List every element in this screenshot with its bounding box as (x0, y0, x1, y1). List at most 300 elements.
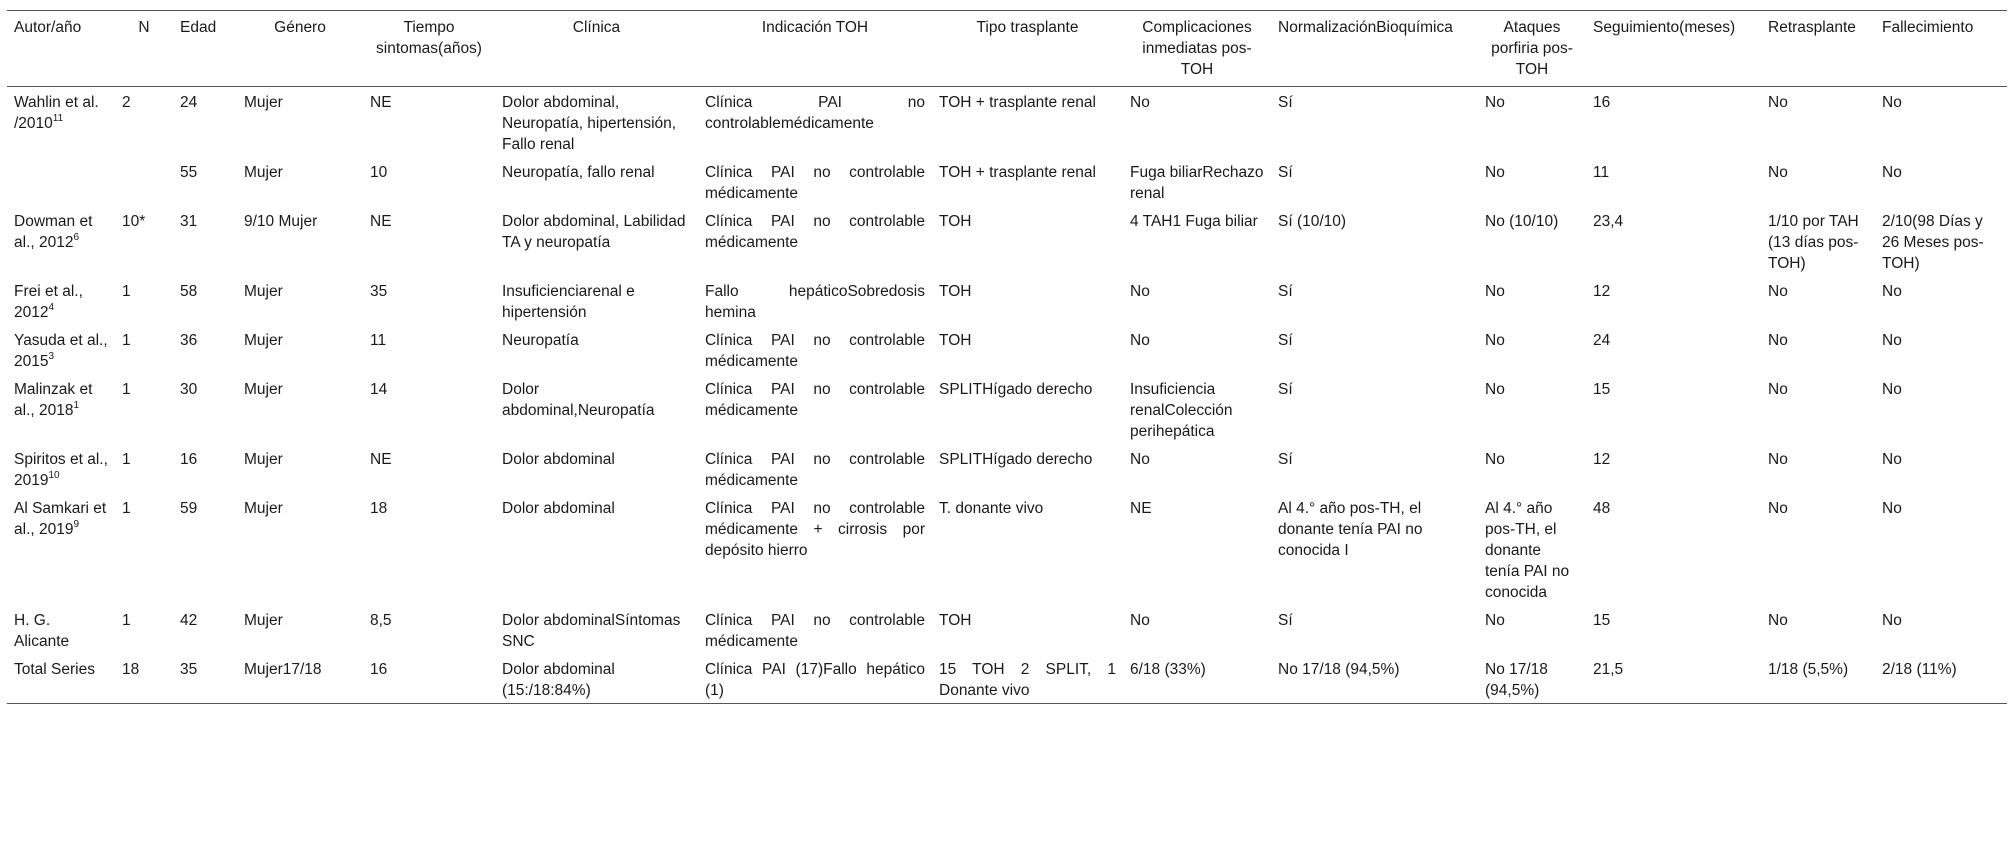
cell-indicacion (698, 605, 932, 654)
header-fallecimiento: Fallecimiento (1882, 19, 1974, 36)
table-row (7, 374, 2007, 444)
table-row (7, 157, 2007, 206)
cell-text-seguimiento: 15 (1593, 381, 1611, 398)
cell-text-indicacion: Clínica PAI no controlablemédicamente (705, 94, 925, 132)
cell-tipo (932, 325, 1123, 374)
cell-normalizacion (1271, 654, 1478, 704)
cell-normalizacion (1271, 276, 1478, 325)
reference-superscript: 10 (48, 469, 60, 481)
cell-n (115, 87, 173, 158)
reference-superscript: 6 (73, 231, 80, 243)
cell-retrasplante (1761, 276, 1875, 325)
header-genero: Género (274, 19, 326, 36)
cell-tiempo (363, 325, 495, 374)
cell-text-fallecimiento: No (1882, 164, 1902, 181)
header-n: N (138, 19, 150, 36)
cell-text-fallecimiento: No (1882, 451, 1902, 468)
cell-text-n: 1 (122, 500, 131, 517)
cell-text-edad: 36 (180, 332, 198, 349)
cell-text-edad: 24 (180, 94, 198, 111)
cell-text-complicaciones: No (1130, 332, 1150, 349)
cell-tipo (932, 157, 1123, 206)
cell-retrasplante (1761, 325, 1875, 374)
cell-text-n: 10* (122, 213, 146, 230)
cell-tipo (932, 444, 1123, 493)
cell-text-seguimiento: 12 (1593, 451, 1611, 468)
cell-indicacion (698, 87, 932, 158)
cell-text-edad: 59 (180, 500, 198, 517)
cell-text-retrasplante: No (1768, 381, 1788, 398)
cell-fallecimiento (1875, 87, 2007, 158)
cell-text-autor: Spiritos et al., 2019 (14, 451, 108, 489)
cell-text-edad: 31 (180, 213, 198, 230)
cell-ataques (1478, 157, 1586, 206)
cell-fallecimiento (1875, 157, 2007, 206)
cell-text-normalizacion: Sí (1278, 283, 1293, 300)
cell-text-clinica: Neuropatía, fallo renal (502, 164, 655, 181)
header-row (7, 11, 2007, 87)
cell-text-tipo: 15 TOH 2 SPLIT, 1 Donante vivo (939, 661, 1116, 699)
cell-genero (237, 206, 363, 276)
cell-text-genero: Mujer (244, 381, 283, 398)
cell-edad (173, 87, 237, 158)
cell-text-clinica: Neuropatía (502, 332, 579, 349)
cell-text-seguimiento: 48 (1593, 500, 1611, 517)
table-row (7, 87, 2007, 158)
cell-genero (237, 493, 363, 605)
cell-seguimiento (1586, 87, 1761, 158)
cell-normalizacion (1271, 325, 1478, 374)
cell-indicacion (698, 493, 932, 605)
cell-text-genero: Mujer (244, 283, 283, 300)
cell-text-complicaciones: NE (1130, 500, 1152, 517)
cell-tipo (932, 87, 1123, 158)
header-clinica: Clínica (572, 19, 621, 36)
cell-n (115, 325, 173, 374)
cell-text-fallecimiento: No (1882, 332, 1902, 349)
cell-fallecimiento (1875, 325, 2007, 374)
cell-edad (173, 325, 237, 374)
header-indicacion: Indicación TOH (761, 19, 869, 36)
cell-indicacion (698, 374, 932, 444)
header-seguimiento: Seguimiento(meses) (1593, 19, 1736, 36)
header-autor: Autor/año (14, 19, 82, 36)
cell-text-complicaciones: Insuficiencia renalColección perihepática (1130, 381, 1233, 440)
cell-indicacion (698, 654, 932, 704)
cell-text-ataques: No (1485, 94, 1505, 111)
cell-seguimiento (1586, 276, 1761, 325)
cell-text-autor: Yasuda et al., 2015 (14, 332, 108, 370)
cell-text-seguimiento: 11 (1593, 164, 1610, 181)
cell-retrasplante (1761, 206, 1875, 276)
cell-genero (237, 87, 363, 158)
cell-fallecimiento (1875, 206, 2007, 276)
cell-n (115, 444, 173, 493)
reference-superscript: 3 (48, 350, 55, 362)
cell-genero (237, 654, 363, 704)
cell-text-ataques: No 17/18 (94,5%) (1485, 661, 1548, 699)
cell-text-fallecimiento: No (1882, 94, 1902, 111)
cell-indicacion (698, 325, 932, 374)
cell-normalizacion (1271, 493, 1478, 605)
cell-clinica (495, 276, 698, 325)
cell-text-tipo: TOH (939, 213, 972, 230)
cell-retrasplante (1761, 87, 1875, 158)
cell-edad (173, 605, 237, 654)
cell-fallecimiento (1875, 654, 2007, 704)
cell-text-seguimiento: 12 (1593, 283, 1611, 300)
cell-complicaciones (1123, 206, 1271, 276)
cell-text-genero: Mujer (244, 332, 283, 349)
cell-tiempo (363, 157, 495, 206)
cell-tiempo (363, 87, 495, 158)
cell-text-autor: Dowman et al., 2012 (14, 213, 93, 251)
cell-text-tipo: TOH (939, 283, 972, 300)
reference-superscript: 1 (73, 399, 80, 411)
cell-tiempo (363, 654, 495, 704)
cell-text-autor: Frei et al., 2012 (14, 283, 83, 321)
cell-seguimiento (1586, 493, 1761, 605)
cell-text-autor: Total Series (14, 661, 95, 678)
table-row (7, 605, 2007, 654)
cell-text-edad: 42 (180, 612, 198, 629)
cell-text-normalizacion: Sí (1278, 164, 1293, 181)
header-ataques: Ataques porfiria pos-TOH (1491, 19, 1573, 78)
cell-complicaciones (1123, 374, 1271, 444)
cell-text-normalizacion: Sí (1278, 381, 1293, 398)
header-tiempo: Tiempo sintomas(años) (376, 19, 482, 57)
cell-text-seguimiento: 21,5 (1593, 661, 1624, 678)
cell-seguimiento (1586, 325, 1761, 374)
cell-tiempo (363, 444, 495, 493)
cell-text-ataques: No (10/10) (1485, 213, 1559, 230)
cell-clinica (495, 325, 698, 374)
cell-ataques (1478, 605, 1586, 654)
cell-retrasplante (1761, 654, 1875, 704)
transplant-series-table (7, 10, 2007, 704)
cell-text-retrasplante: No (1768, 500, 1788, 517)
cell-text-indicacion: Clínica PAI no controlable médicamente (705, 381, 925, 419)
cell-edad (173, 206, 237, 276)
cell-text-tipo: TOH + trasplante renal (939, 94, 1096, 111)
cell-n (115, 206, 173, 276)
cell-fallecimiento (1875, 276, 2007, 325)
cell-complicaciones (1123, 276, 1271, 325)
cell-text-tipo: SPLITHígado derecho (939, 381, 1093, 398)
cell-text-retrasplante: 1/18 (5,5%) (1768, 661, 1849, 678)
table-row (7, 206, 2007, 276)
cell-text-n: 2 (122, 94, 131, 111)
cell-text-tipo: T. donante vivo (939, 500, 1044, 517)
cell-autor (7, 206, 115, 276)
cell-fallecimiento (1875, 374, 2007, 444)
cell-autor (7, 444, 115, 493)
cell-edad (173, 374, 237, 444)
cell-clinica (495, 493, 698, 605)
cell-retrasplante (1761, 605, 1875, 654)
cell-text-ataques: Al 4.° año pos-TH, el donante tenía PAI no conocida (1485, 500, 1570, 601)
cell-retrasplante (1761, 374, 1875, 444)
cell-text-autor: Malinzak et al., 2018 (14, 381, 93, 419)
cell-text-complicaciones: Fuga biliarRechazo renal (1130, 164, 1264, 202)
cell-genero (237, 157, 363, 206)
cell-ataques (1478, 444, 1586, 493)
cell-text-complicaciones: No (1130, 94, 1150, 111)
cell-text-indicacion: Clínica PAI no controlable médicamente (705, 332, 925, 370)
cell-indicacion (698, 157, 932, 206)
cell-complicaciones (1123, 444, 1271, 493)
cell-text-clinica: Dolor abdominal, Neuropatía, hipertensión, Fallo renal (502, 94, 677, 153)
cell-genero (237, 325, 363, 374)
cell-text-normalizacion: Sí (1278, 451, 1293, 468)
cell-fallecimiento (1875, 444, 2007, 493)
cell-n (115, 157, 173, 206)
cell-text-n: 1 (122, 332, 131, 349)
cell-autor (7, 493, 115, 605)
cell-text-clinica: Dolor abdominal (502, 500, 615, 517)
cell-text-normalizacion: Sí (1278, 94, 1293, 111)
cell-text-clinica: Dolor abdominal, Labilidad TA y neuropatía (502, 213, 686, 251)
cell-text-genero: Mujer (244, 451, 283, 468)
cell-complicaciones (1123, 654, 1271, 704)
cell-text-tiempo: 35 (370, 283, 388, 300)
cell-edad (173, 654, 237, 704)
cell-text-edad: 55 (180, 164, 198, 181)
cell-text-tipo: TOH + trasplante renal (939, 164, 1096, 181)
cell-text-fallecimiento: No (1882, 283, 1902, 300)
cell-text-autor: Al Samkari et al., 2019 (14, 500, 107, 538)
cell-text-genero: Mujer (244, 164, 283, 181)
cell-edad (173, 157, 237, 206)
cell-text-n: 18 (122, 661, 140, 678)
cell-text-retrasplante: No (1768, 164, 1788, 181)
header-tipo: Tipo trasplante (976, 19, 1079, 36)
cell-text-retrasplante: 1/10 por TAH (13 días pos-TOH) (1768, 213, 1859, 272)
cell-ataques (1478, 206, 1586, 276)
cell-complicaciones (1123, 605, 1271, 654)
cell-autor (7, 157, 115, 206)
table-row (7, 276, 2007, 325)
cell-ataques (1478, 87, 1586, 158)
cell-clinica (495, 87, 698, 158)
cell-text-tipo: TOH (939, 332, 972, 349)
cell-retrasplante (1761, 493, 1875, 605)
cell-text-n: 1 (122, 451, 131, 468)
reference-superscript: 4 (48, 301, 55, 313)
cell-text-normalizacion: Sí (1278, 612, 1293, 629)
cell-text-seguimiento: 24 (1593, 332, 1611, 349)
cell-normalizacion (1271, 444, 1478, 493)
cell-text-complicaciones: No (1130, 612, 1150, 629)
header-edad: Edad (180, 19, 217, 36)
cell-text-fallecimiento: No (1882, 612, 1902, 629)
cell-n (115, 493, 173, 605)
cell-autor (7, 87, 115, 158)
cell-text-seguimiento: 15 (1593, 612, 1611, 629)
cell-text-retrasplante: No (1768, 332, 1788, 349)
cell-retrasplante (1761, 157, 1875, 206)
cell-normalizacion (1271, 157, 1478, 206)
cell-normalizacion (1271, 605, 1478, 654)
cell-text-clinica: Insuficienciarenal e hipertensión (502, 283, 635, 321)
cell-tipo (932, 605, 1123, 654)
cell-normalizacion (1271, 87, 1478, 158)
header-retrasplante: Retrasplante (1768, 19, 1856, 36)
cell-text-retrasplante: No (1768, 612, 1788, 629)
cell-tipo (932, 654, 1123, 704)
reference-superscript: 9 (73, 518, 80, 530)
cell-fallecimiento (1875, 605, 2007, 654)
cell-text-ataques: No (1485, 612, 1505, 629)
cell-complicaciones (1123, 493, 1271, 605)
cell-fallecimiento (1875, 493, 2007, 605)
cell-text-indicacion: Clínica PAI no controlable médicamente (705, 451, 925, 489)
cell-n (115, 374, 173, 444)
cell-indicacion (698, 444, 932, 493)
cell-text-fallecimiento: 2/18 (11%) (1882, 661, 1957, 678)
cell-text-edad: 58 (180, 283, 198, 300)
cell-text-ataques: No (1485, 451, 1505, 468)
cell-seguimiento (1586, 206, 1761, 276)
cell-text-normalizacion: Al 4.° año pos-TH, el donante tenía PAI no conocida I (1278, 500, 1423, 559)
cell-tipo (932, 206, 1123, 276)
cell-text-normalizacion: Sí (10/10) (1278, 213, 1347, 230)
cell-genero (237, 374, 363, 444)
header-normalizacion: NormalizaciónBioquímica (1278, 19, 1453, 36)
cell-text-genero: Mujer (244, 94, 283, 111)
cell-text-complicaciones: 4 TAH1 Fuga biliar (1130, 213, 1258, 230)
cell-tiempo (363, 374, 495, 444)
cell-ataques (1478, 374, 1586, 444)
cell-text-fallecimiento: No (1882, 500, 1902, 517)
table-body (7, 87, 2007, 704)
cell-retrasplante (1761, 444, 1875, 493)
cell-text-tipo: TOH (939, 612, 972, 629)
table-row (7, 325, 2007, 374)
cell-complicaciones (1123, 87, 1271, 158)
cell-text-n: 1 (122, 381, 131, 398)
table-row (7, 444, 2007, 493)
cell-text-tiempo: NE (370, 451, 392, 468)
cell-ataques (1478, 493, 1586, 605)
cell-autor (7, 276, 115, 325)
cell-text-clinica: Dolor abdominal,Neuropatía (502, 381, 655, 419)
header-complicaciones: Complicaciones inmediatas pos-TOH (1142, 19, 1252, 78)
cell-edad (173, 493, 237, 605)
cell-text-n: 1 (122, 283, 131, 300)
cell-seguimiento (1586, 605, 1761, 654)
cell-text-seguimiento: 16 (1593, 94, 1611, 111)
cell-text-genero: 9/10 Mujer (244, 213, 318, 230)
cell-text-clinica: Dolor abdominalSíntomas SNC (502, 612, 681, 650)
cell-autor (7, 325, 115, 374)
cell-clinica (495, 605, 698, 654)
cell-ataques (1478, 654, 1586, 704)
cell-seguimiento (1586, 374, 1761, 444)
table-row (7, 493, 2007, 605)
cell-text-edad: 16 (180, 451, 198, 468)
cell-text-complicaciones: No (1130, 451, 1150, 468)
cell-text-indicacion: Clínica PAI no controlable médicamente (705, 612, 925, 650)
cell-text-retrasplante: No (1768, 94, 1788, 111)
cell-text-genero: Mujer (244, 612, 283, 629)
cell-autor (7, 605, 115, 654)
cell-indicacion (698, 276, 932, 325)
cell-seguimiento (1586, 654, 1761, 704)
cell-text-retrasplante: No (1768, 283, 1788, 300)
cell-autor (7, 374, 115, 444)
cell-tipo (932, 374, 1123, 444)
cell-complicaciones (1123, 157, 1271, 206)
cell-text-ataques: No (1485, 332, 1505, 349)
cell-text-normalizacion: No 17/18 (94,5%) (1278, 661, 1400, 678)
cell-text-complicaciones: 6/18 (33%) (1130, 661, 1206, 678)
cell-text-indicacion: Clínica PAI no controlable médicamente + cirrosis por depósito hierro (705, 500, 925, 559)
cell-text-tiempo: 11 (370, 332, 387, 349)
cell-text-normalizacion: Sí (1278, 332, 1293, 349)
cell-indicacion (698, 206, 932, 276)
cell-tiempo (363, 605, 495, 654)
cell-text-ataques: No (1485, 283, 1505, 300)
cell-text-autor: Wahlin et al. /2010 (14, 94, 99, 132)
cell-text-n: 1 (122, 612, 131, 629)
cell-text-complicaciones: No (1130, 283, 1150, 300)
cell-edad (173, 276, 237, 325)
cell-text-tipo: SPLITHígado derecho (939, 451, 1093, 468)
cell-text-tiempo: 10 (370, 164, 388, 181)
cell-text-indicacion: Clínica PAI (17)Fallo hepático (1) (705, 661, 925, 699)
reference-superscript: 11 (52, 112, 64, 124)
cell-ataques (1478, 276, 1586, 325)
cell-text-retrasplante: No (1768, 451, 1788, 468)
cell-text-ataques: No (1485, 164, 1505, 181)
cell-text-autor: H. G. Alicante (14, 612, 70, 650)
cell-text-tiempo: 8,5 (370, 612, 392, 629)
cell-normalizacion (1271, 374, 1478, 444)
cell-seguimiento (1586, 444, 1761, 493)
cell-text-tiempo: 18 (370, 500, 388, 517)
cell-text-clinica: Dolor abdominal (15:/18:84%) (502, 661, 615, 699)
cell-n (115, 654, 173, 704)
cell-tipo (932, 276, 1123, 325)
cell-tiempo (363, 493, 495, 605)
cell-text-edad: 30 (180, 381, 198, 398)
cell-text-clinica: Dolor abdominal (502, 451, 615, 468)
cell-text-ataques: No (1485, 381, 1505, 398)
cell-text-genero: Mujer17/18 (244, 661, 322, 678)
cell-text-tiempo: NE (370, 94, 392, 111)
cell-text-edad: 35 (180, 661, 198, 678)
cell-ataques (1478, 325, 1586, 374)
cell-text-genero: Mujer (244, 500, 283, 517)
cell-text-indicacion: Clínica PAI no controlable médicamente (705, 213, 925, 251)
cell-complicaciones (1123, 325, 1271, 374)
cell-autor (7, 654, 115, 704)
table-row (7, 654, 2007, 704)
cell-edad (173, 444, 237, 493)
cell-tiempo (363, 206, 495, 276)
cell-genero (237, 444, 363, 493)
cell-normalizacion (1271, 206, 1478, 276)
cell-clinica (495, 374, 698, 444)
cell-n (115, 605, 173, 654)
cell-text-indicacion: Clínica PAI no controlable médicamente (705, 164, 925, 202)
cell-genero (237, 276, 363, 325)
cell-clinica (495, 444, 698, 493)
cell-text-tiempo: 16 (370, 661, 388, 678)
cell-genero (237, 605, 363, 654)
cell-tiempo (363, 276, 495, 325)
